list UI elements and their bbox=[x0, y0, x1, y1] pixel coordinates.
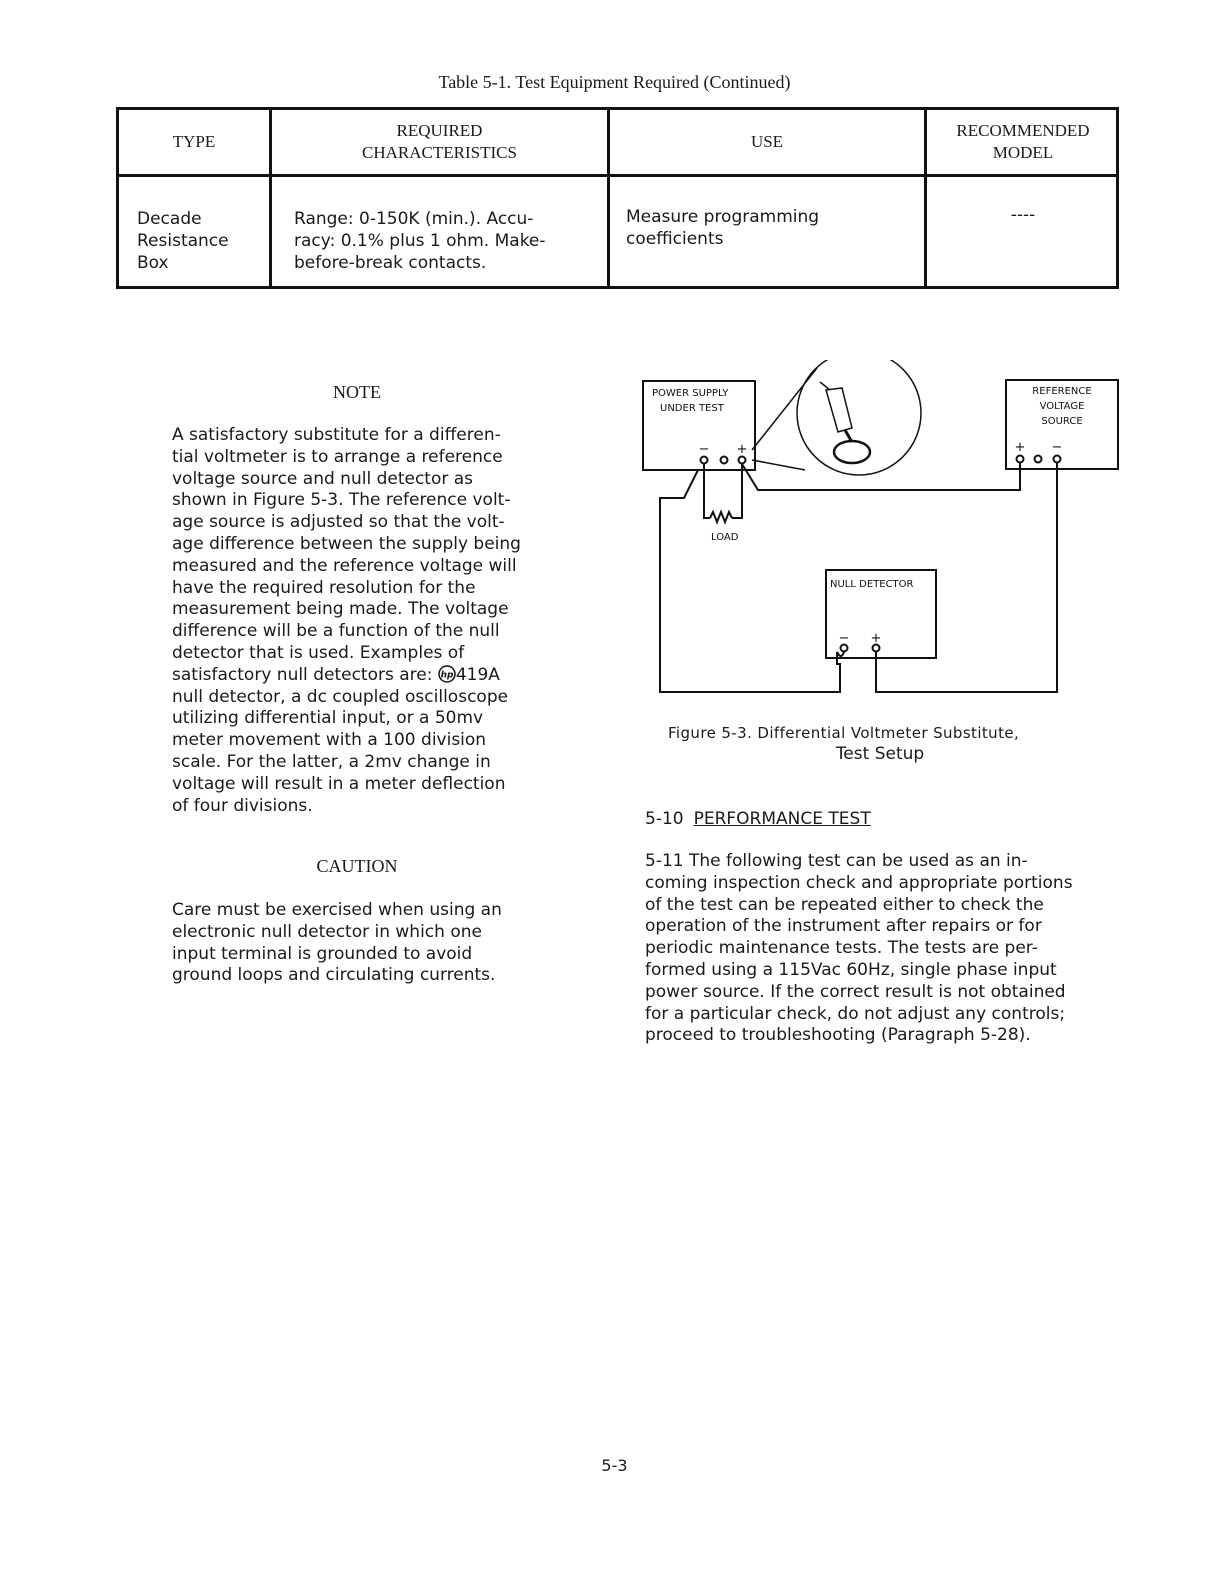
ref-terminal-minus bbox=[1054, 456, 1061, 463]
header-required-characteristics: REQUIRED CHARACTERISTICS bbox=[362, 121, 517, 162]
label-load: LOAD bbox=[711, 532, 739, 543]
cell-type: Decade Resistance Box bbox=[137, 209, 229, 273]
callout-pointer bbox=[752, 368, 817, 450]
figure-caption: Figure 5-3. Differential Voltmeter Substitute, bbox=[668, 724, 1020, 742]
wire-plus-to-reference bbox=[742, 463, 1020, 490]
svg-text:hp: hp bbox=[440, 670, 454, 681]
label-under-test: UNDER TEST bbox=[660, 403, 724, 414]
table-divider bbox=[119, 174, 1116, 177]
section-heading bbox=[645, 809, 871, 829]
section-title: PERFORMANCE TEST bbox=[693, 809, 871, 829]
label-null-minus: − bbox=[838, 631, 850, 646]
terminal-plus bbox=[739, 457, 746, 464]
load-wire-left bbox=[704, 464, 710, 518]
table-caption: Table 5-1. Test Equipment Required (Continued) bbox=[438, 72, 791, 92]
cell-use: Measure programming coefficients bbox=[626, 207, 820, 249]
equipment-table bbox=[116, 107, 1119, 289]
caution-body: Care must be exercised when using an electronic null detector in which one input terminal is grounded to avoid ground loops and circulating currents. bbox=[172, 900, 502, 986]
label-ps-plus: + bbox=[736, 442, 748, 457]
cell-required: Range: 0-150K (min.). Accu- racy: 0.1% plus 1 ohm. Make- before-break contacts. bbox=[294, 209, 546, 273]
wire-left-loop bbox=[660, 470, 844, 692]
cell-model: ---- bbox=[1010, 205, 1036, 225]
label-ref-plus: + bbox=[1014, 440, 1026, 455]
label-ref-minus: − bbox=[1051, 440, 1063, 455]
note-body: A satisfactory substitute for a differen- tial voltmeter is to arrange a reference voltage source and null detector as shown in Figure 5-3. The reference volt- age source is adjusted so that the volt- age difference between the supply being measured and the reference voltage will have the required resolution for the measurement being made. The voltage difference will be a function of the null detector that is used. Examples of satisfactory null detectors are: hp 419A null detector, a dc coupled oscilloscope utilizing differential input, or a 50mv meter movement with a 100 division scale. For the latter, a 2mv change in voltage will result in a meter deflection of four divisions. bbox=[172, 425, 521, 816]
header-recommended-model: RECOMMENDED MODEL bbox=[956, 121, 1090, 162]
terminal-minus bbox=[701, 457, 708, 464]
label-voltage: VOLTAGE bbox=[1039, 401, 1085, 412]
callout-pointer-2 bbox=[752, 460, 805, 470]
label-source: SOURCE bbox=[1041, 416, 1083, 427]
ref-terminal-plus bbox=[1017, 456, 1024, 463]
terminal-mid bbox=[721, 457, 728, 464]
figure-caption-subtitle: Test Setup bbox=[835, 744, 925, 764]
page-number: 5-3 bbox=[601, 1456, 628, 1475]
probe-body bbox=[826, 388, 852, 432]
load-resistor bbox=[710, 512, 732, 522]
load-wire-right bbox=[732, 464, 742, 518]
label-ps-minus: − bbox=[698, 442, 710, 457]
label-reference: REFERENCE bbox=[1032, 386, 1092, 397]
header-type: TYPE bbox=[172, 132, 216, 151]
probe-clip bbox=[834, 441, 870, 463]
differential-voltmeter-diagram bbox=[630, 360, 1130, 700]
label-null-plus: + bbox=[870, 631, 882, 646]
hp-logo-icon bbox=[438, 665, 456, 683]
header-use: USE bbox=[750, 132, 784, 151]
section-body: 5-11 The following test can be used as an in- coming inspection check and appropriate portions of the test can be repeated either to check the operation of the instrument after repairs or for periodic maintenance tests. The tests are per- formed using a 115Vac 60Hz, single phase input power source. If the correct result is not obtained for a particular check, do not adjust any controls; proceed to troubleshooting (Paragraph 5-28). bbox=[645, 851, 1073, 1046]
callout-circle bbox=[797, 360, 921, 475]
label-power-supply: POWER SUPPLY bbox=[652, 388, 729, 399]
label-null-detector: NULL DETECTOR bbox=[830, 579, 914, 590]
probe-lead bbox=[820, 382, 830, 390]
caution-heading: CAUTION bbox=[316, 856, 398, 876]
ref-terminal-mid bbox=[1035, 456, 1042, 463]
note-heading: NOTE bbox=[333, 382, 381, 402]
section-number: 5-10 bbox=[645, 809, 684, 829]
